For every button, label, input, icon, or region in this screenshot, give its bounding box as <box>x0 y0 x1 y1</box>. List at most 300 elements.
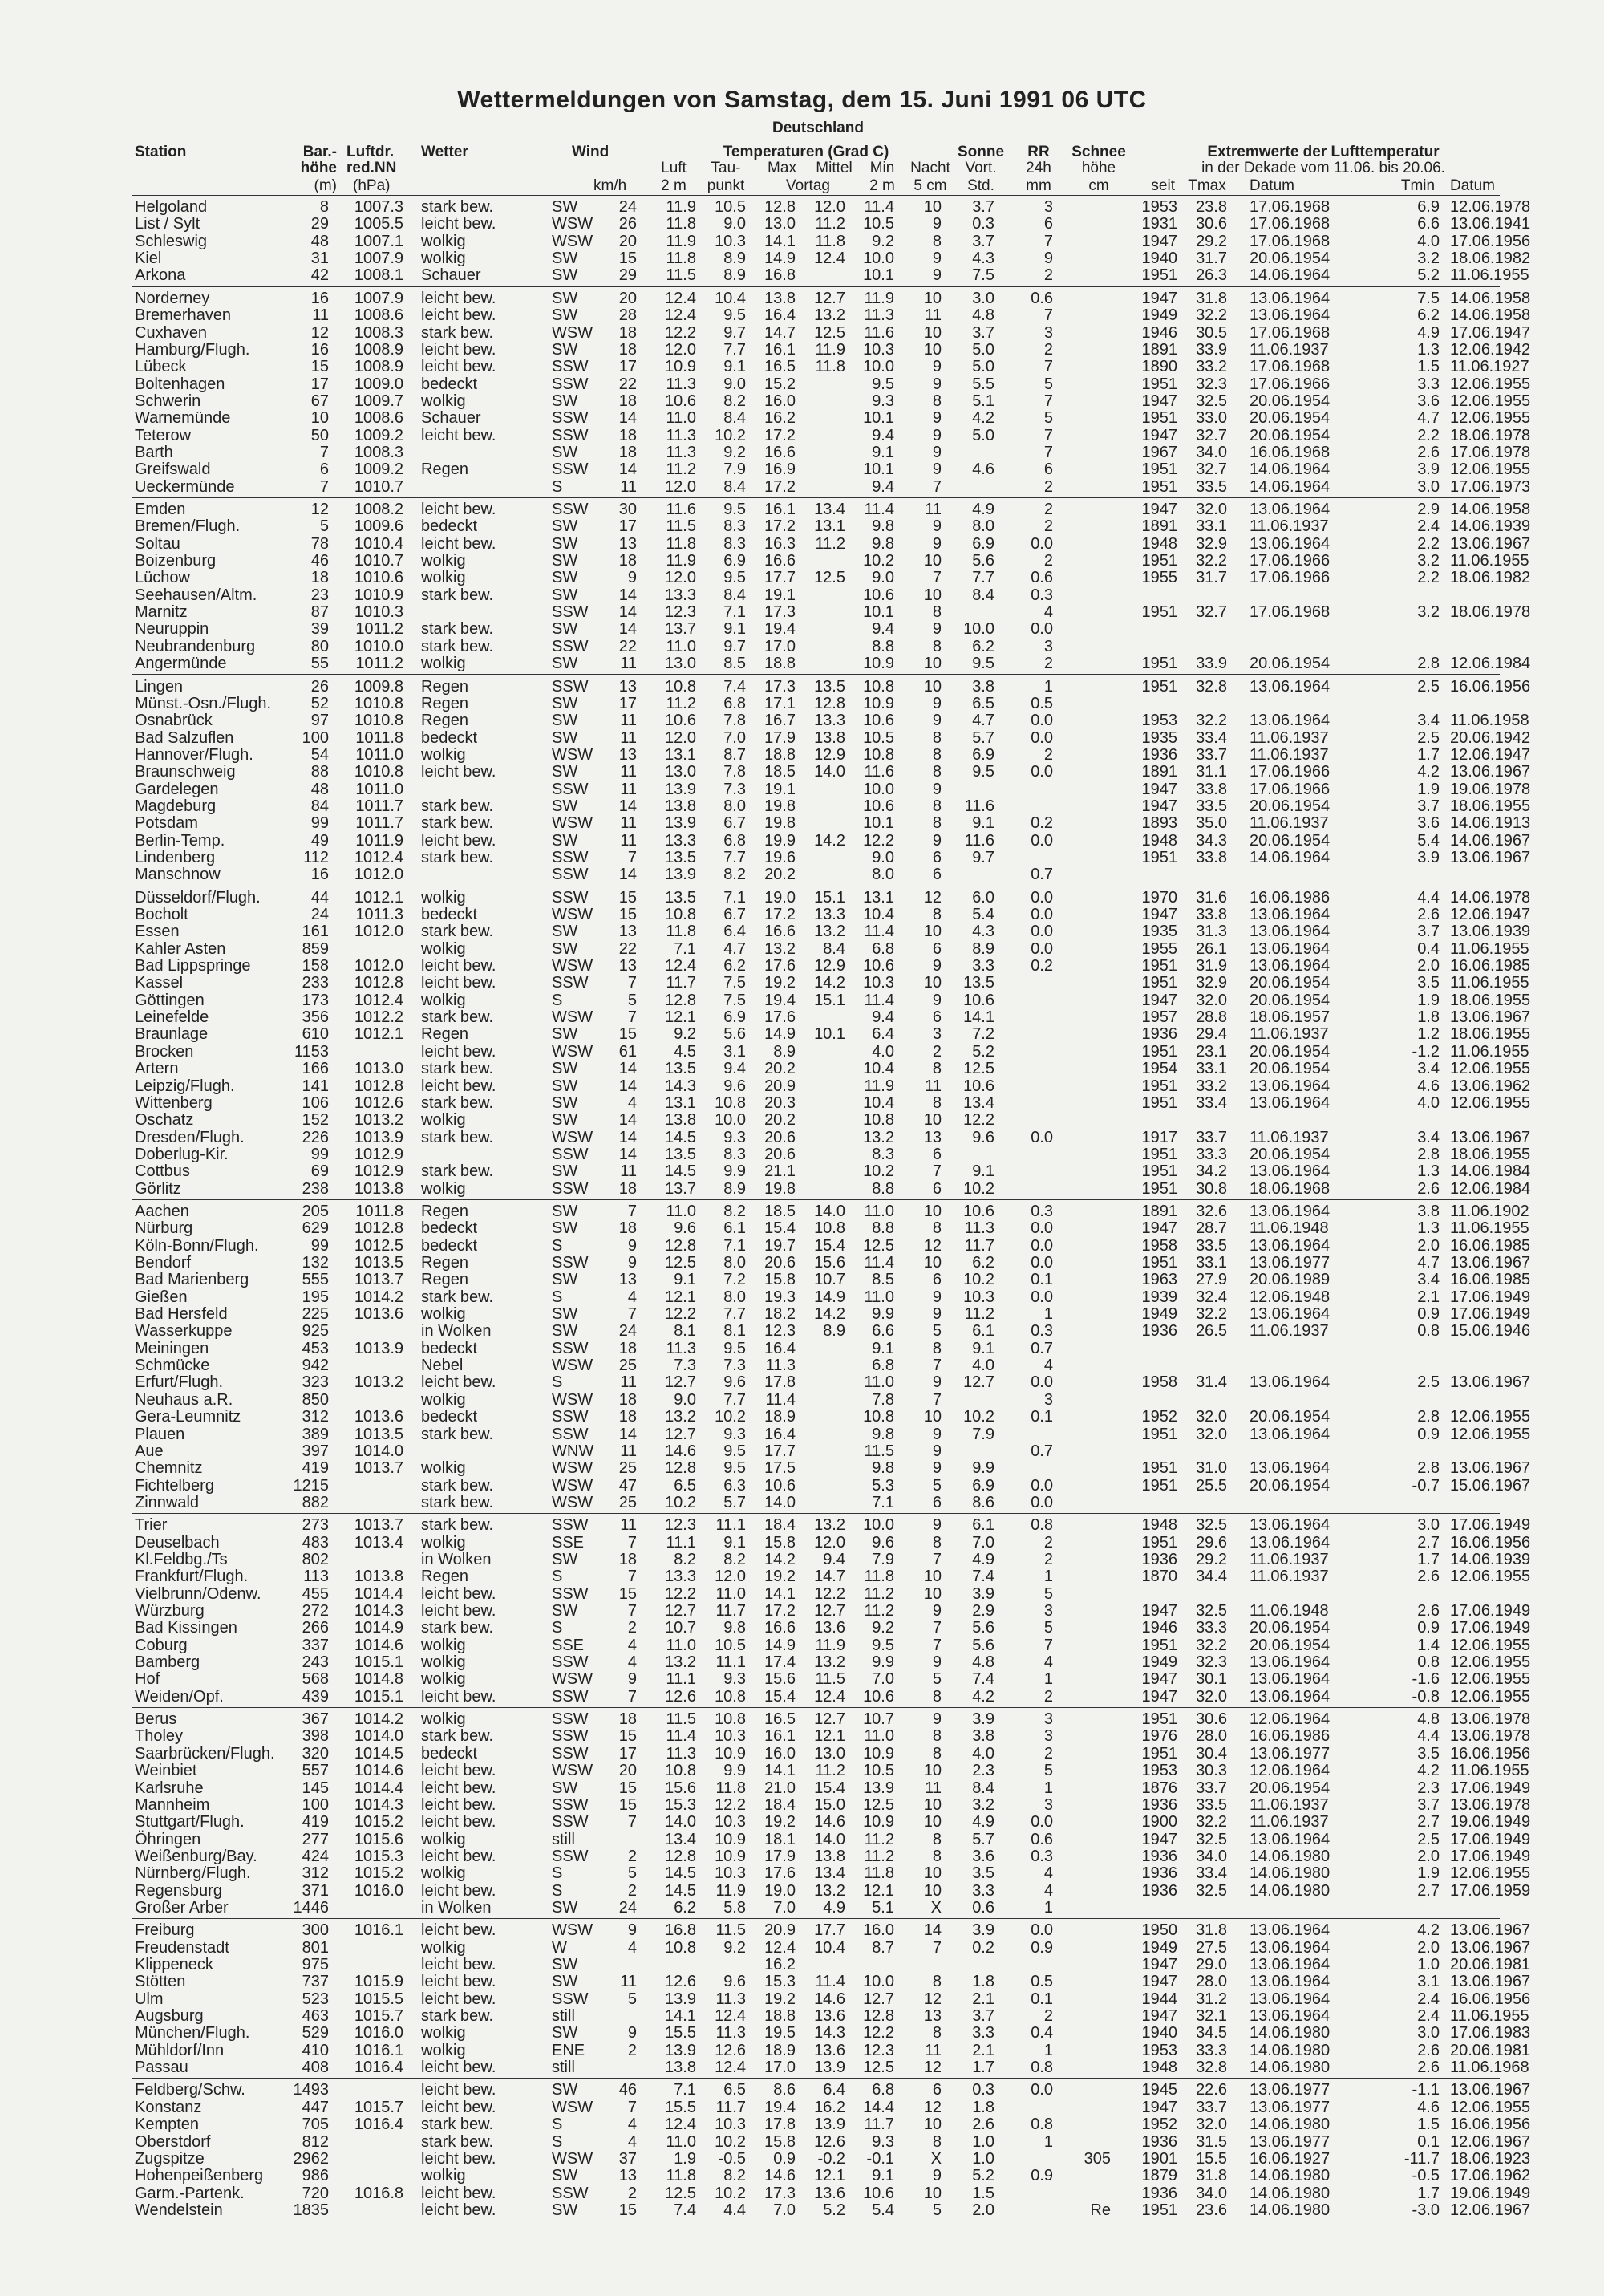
cell-wspd: 13 <box>618 2167 637 2185</box>
cell-tmindatum: 14.06.1958 <box>1450 289 1531 307</box>
cell-hoehe: 8 <box>319 198 329 216</box>
cell-tmin: -0.7 <box>1412 1476 1440 1495</box>
cell-luft: 12.2 <box>665 1584 696 1603</box>
cell-mittel: 11.9 <box>815 1636 845 1654</box>
cell-station: Nürburg <box>135 1219 193 1238</box>
cell-min: 10.8 <box>863 1408 894 1426</box>
cell-tmaxdatum: 13.06.1964 <box>1250 1830 1331 1848</box>
cell-min: 11.6 <box>864 323 894 342</box>
cell-tmin: 1.3 <box>1417 1219 1440 1238</box>
cell-rr: 2 <box>1043 517 1053 536</box>
cell-luft: 11.0 <box>666 2132 696 2151</box>
cell-tmaxdatum: 20.06.1954 <box>1250 797 1331 815</box>
cell-station: Gardelegen <box>135 780 219 798</box>
cell-mittel: 14.6 <box>814 1990 845 2008</box>
cell-wetter: leicht bew. <box>421 215 496 233</box>
cell-max: 17.2 <box>764 477 796 496</box>
cell-station: Stuttgart/Flugh. <box>135 1813 245 1832</box>
cell-wspd: 11 <box>620 712 637 730</box>
cell-seit: 1947 <box>1141 797 1177 815</box>
cell-min: 10.5 <box>863 728 894 747</box>
cell-station: Mannheim <box>135 1795 210 1814</box>
cell-sonne: 4.9 <box>972 1550 994 1568</box>
cell-tmaxdatum: 13.06.1964 <box>1250 923 1331 941</box>
cell-sonne: 5.0 <box>972 340 994 359</box>
cell-nacht: 6 <box>932 1493 942 1511</box>
cell-wspd: 9 <box>627 2024 637 2042</box>
cell-tmindatum: 12.06.1955 <box>1450 375 1531 393</box>
cell-tmindatum: 19.06.1949 <box>1450 2184 1531 2202</box>
cell-luft: 11.4 <box>666 1727 696 1746</box>
cell-tmin: 2.4 <box>1417 1990 1440 2008</box>
cell-wetter: leicht bew. <box>421 358 496 376</box>
cell-wetter: bedeckt <box>421 1236 478 1255</box>
cell-wetter: leicht bew. <box>421 340 496 359</box>
cell-seit: 1951 <box>1141 266 1177 285</box>
cell-druck: 1013.7 <box>354 1516 403 1535</box>
cell-tau: 9.3 <box>723 1128 746 1146</box>
cell-station: Seehausen/Altm. <box>135 586 257 604</box>
cell-hoehe: 850 <box>302 1390 329 1409</box>
cell-tmaxdatum: 11.06.1948 <box>1250 1602 1329 1620</box>
cell-tau: 8.9 <box>723 1179 746 1198</box>
cell-station: Neuhaus a.R. <box>135 1390 233 1409</box>
cell-min: 8.7 <box>872 1938 894 1957</box>
cell-wetter: leicht bew. <box>421 2184 496 2202</box>
cell-wetter: stark bew. <box>421 1493 494 1511</box>
cell-tmaxdatum: 13.06.1964 <box>1250 1973 1331 1991</box>
cell-luft: 13.9 <box>665 814 696 833</box>
cell-max: 19.0 <box>764 888 796 907</box>
cell-wetter: leicht bew. <box>421 1584 496 1603</box>
cell-tmaxdatum: 13.06.1964 <box>1250 289 1331 307</box>
cell-luft: 4.5 <box>674 1042 696 1061</box>
cell-hoehe: 88 <box>310 763 329 781</box>
cell-luft: 13.4 <box>665 1830 696 1848</box>
cell-max: 17.6 <box>764 1008 796 1027</box>
cell-wspd: 15 <box>618 2201 637 2219</box>
cell-druck: 1008.6 <box>354 409 403 428</box>
cell-seit: 1949 <box>1141 1653 1177 1671</box>
cell-tmindatum: 12.06.1942 <box>1450 340 1531 359</box>
cell-wetter: leicht bew. <box>421 974 496 992</box>
cell-tmax: 33.1 <box>1196 1060 1227 1078</box>
cell-tmaxdatum: 13.06.1964 <box>1250 1921 1331 1940</box>
cell-hoehe: 356 <box>302 1008 329 1027</box>
cell-nacht: 9 <box>932 712 942 730</box>
cell-max: 17.6 <box>764 1864 796 1883</box>
cell-wetter: Regen <box>421 1202 468 1220</box>
cell-mittel: 11.2 <box>815 534 845 553</box>
cell-mittel: 10.8 <box>814 1219 845 1238</box>
cell-mittel: 13.6 <box>814 2041 845 2059</box>
cell-seit: 1955 <box>1141 939 1177 958</box>
cell-seit: 1891 <box>1141 1202 1177 1220</box>
cell-sonne: 12.5 <box>963 1060 994 1078</box>
cell-hoehe: 277 <box>302 1830 329 1848</box>
cell-tmaxdatum: 16.06.1927 <box>1250 2149 1331 2168</box>
cell-mittel: 13.3 <box>814 906 845 923</box>
cell-wetter: leicht bew. <box>421 1077 496 1095</box>
cell-wdir: SW <box>552 1025 578 1044</box>
cell-tmin: 4.6 <box>1417 1077 1440 1095</box>
cell-sonne: 4.2 <box>972 1687 994 1706</box>
cell-wdir: SW <box>552 569 578 587</box>
cell-tau: 7.5 <box>723 991 746 1009</box>
cell-sonne: 9.1 <box>972 1339 994 1357</box>
cell-wspd: 18 <box>618 1550 637 1568</box>
cell-wspd: 37 <box>618 2149 637 2168</box>
cell-hoehe: 408 <box>302 2059 329 2077</box>
cell-tmax: 31.7 <box>1196 249 1227 268</box>
cell-tmindatum: 13.06.1967 <box>1450 1128 1531 1146</box>
cell-min: 12.5 <box>863 2059 894 2077</box>
cell-tmax: 33.3 <box>1196 1145 1227 1163</box>
cell-hoehe: 52 <box>310 694 329 712</box>
cell-mittel: 15.4 <box>814 1779 845 1797</box>
cell-luft: 12.0 <box>665 569 696 587</box>
cell-wetter: stark bew. <box>421 923 494 941</box>
cell-wdir: SSW <box>552 1516 589 1535</box>
cell-tmaxdatum: 20.06.1954 <box>1250 1779 1331 1797</box>
cell-tmax: 32.0 <box>1196 501 1227 518</box>
cell-tmax: 28.7 <box>1196 1219 1227 1238</box>
cell-min: 10.1 <box>863 409 894 428</box>
cell-rr: 0.0 <box>1031 763 1053 781</box>
table-row <box>0 2042 1604 2060</box>
cell-wdir: SW <box>552 763 578 781</box>
cell-nacht: 10 <box>923 1254 942 1272</box>
cell-rr: 3 <box>1043 1710 1053 1729</box>
cell-wdir: SSW <box>552 1813 589 1832</box>
cell-luft: 10.8 <box>665 1938 696 1957</box>
cell-station: Emden <box>135 501 186 518</box>
cell-seit: 1947 <box>1141 289 1177 307</box>
cell-tmin: 3.6 <box>1417 391 1440 410</box>
cell-max: 19.1 <box>764 780 796 798</box>
cell-druck: 1012.2 <box>354 1008 403 1027</box>
cell-tmindatum: 13.06.1967 <box>1450 1254 1531 1272</box>
cell-tmindatum: 12.06.1955 <box>1450 391 1531 410</box>
cell-rr: 0.0 <box>1031 831 1053 850</box>
cell-nacht: 10 <box>923 1864 942 1883</box>
cell-seit: 1948 <box>1141 1516 1177 1535</box>
cell-tmin: 1.7 <box>1417 745 1440 764</box>
cell-seit: 1953 <box>1141 1762 1177 1780</box>
cell-max: 17.3 <box>764 2184 796 2202</box>
cell-station: Tholey <box>135 1727 184 1746</box>
cell-sonne: 7.4 <box>972 1568 994 1586</box>
cell-min: 7.1 <box>872 1493 894 1511</box>
cell-mittel: 9.4 <box>823 1550 845 1568</box>
cell-rr: 0.7 <box>1031 866 1053 884</box>
table-row <box>0 1044 1604 1061</box>
cell-wdir: SW <box>552 1550 578 1568</box>
cell-luft: 11.1 <box>666 1533 696 1552</box>
cell-max: 20.6 <box>764 1145 796 1163</box>
table-row <box>0 1900 1604 1917</box>
cell-wspd: 5 <box>627 1990 637 2008</box>
cell-sonne: 8.9 <box>972 939 994 958</box>
cell-tau: 9.8 <box>723 1619 746 1637</box>
cell-wspd: 5 <box>627 1864 637 1883</box>
cell-tmin: 3.0 <box>1417 477 1440 496</box>
cell-station: Karlsruhe <box>135 1779 204 1797</box>
cell-luft: 12.4 <box>665 289 696 307</box>
cell-wspd: 20 <box>618 1762 637 1780</box>
cell-tmindatum: 13.06.1967 <box>1450 763 1531 781</box>
cell-tmax: 34.0 <box>1196 2184 1227 2202</box>
header-temperatures: Temperaturen (Grad C) <box>723 144 889 160</box>
cell-tau: 6.7 <box>723 814 746 833</box>
cell-tmindatum: 17.06.1947 <box>1450 323 1531 342</box>
cell-rr: 0.8 <box>1031 1516 1053 1535</box>
cell-sonne: 5.5 <box>972 375 994 393</box>
cell-seit: 1945 <box>1141 2081 1177 2099</box>
cell-luft: 11.9 <box>666 232 696 250</box>
cell-rr: 0.3 <box>1031 1202 1053 1220</box>
cell-min: 13.1 <box>863 888 894 907</box>
cell-tmax: 32.3 <box>1196 1653 1227 1671</box>
cell-tau: 11.3 <box>715 2024 746 2042</box>
cell-seit: 1952 <box>1141 1408 1177 1426</box>
cell-hoehe: 173 <box>302 991 329 1009</box>
cell-max: 16.6 <box>764 552 796 570</box>
cell-wetter: stark bew. <box>421 1162 494 1181</box>
cell-luft: 11.6 <box>666 501 696 518</box>
cell-wdir: SSW <box>552 1339 589 1357</box>
cell-max: 18.9 <box>764 1408 796 1426</box>
cell-mittel: 13.2 <box>814 923 845 941</box>
cell-min: 5.1 <box>872 1898 894 1917</box>
cell-tmax: 32.0 <box>1196 991 1227 1009</box>
header-dekade: in der Dekade vom 11.06. bis 20.06. <box>1201 160 1445 176</box>
cell-druck: 1013.2 <box>354 1111 403 1130</box>
cell-min: 12.1 <box>863 1881 894 1900</box>
cell-druck: 1008.2 <box>354 501 403 518</box>
cell-nacht: 7 <box>932 1162 942 1181</box>
table-row <box>0 992 1604 1010</box>
cell-seit: 1936 <box>1141 1025 1177 1044</box>
cell-min: 7.8 <box>872 1390 894 1409</box>
cell-nacht: 8 <box>932 1060 942 1078</box>
cell-hoehe: 455 <box>302 1584 329 1603</box>
cell-hoehe: 555 <box>302 1271 329 1289</box>
cell-seit: 1936 <box>1141 1864 1177 1883</box>
cell-wdir: WSW <box>552 323 593 342</box>
cell-mittel: 12.9 <box>814 957 845 976</box>
cell-seit: 1947 <box>1141 426 1177 444</box>
cell-druck: 1015.1 <box>354 1653 403 1671</box>
cell-rr: 5 <box>1043 1584 1053 1603</box>
cell-station: Bremerhaven <box>135 306 232 325</box>
cell-luft: 12.5 <box>665 2184 696 2202</box>
cell-wdir: SW <box>552 831 578 850</box>
cell-nacht: 8 <box>932 797 942 815</box>
cell-tmaxdatum: 13.06.1964 <box>1250 1202 1331 1220</box>
table-row <box>0 1130 1604 1147</box>
cell-max: 14.7 <box>764 323 796 342</box>
cell-rr: 3 <box>1043 323 1053 342</box>
cell-tmaxdatum: 14.06.1980 <box>1250 1881 1331 1900</box>
cell-nacht: 8 <box>932 763 942 781</box>
cell-wspd: 14 <box>618 586 637 604</box>
cell-hoehe: 610 <box>302 1025 329 1044</box>
header-sonne-3: Std. <box>967 177 994 194</box>
cell-max: 18.4 <box>764 1795 796 1814</box>
cell-station: Barth <box>135 443 173 461</box>
cell-wdir: SW <box>552 1060 578 1078</box>
cell-tau: 6.4 <box>723 923 746 941</box>
cell-tmaxdatum: 11.06.1937 <box>1250 1795 1329 1814</box>
cell-min: 12.2 <box>863 831 894 850</box>
cell-rr: 2 <box>1043 501 1053 518</box>
cell-wspd: 14 <box>618 620 637 639</box>
cell-luft: 13.0 <box>665 655 696 673</box>
table-row <box>0 781 1604 799</box>
cell-luft: 6.5 <box>674 1476 696 1495</box>
cell-druck: 1012.8 <box>354 1219 403 1238</box>
cell-wetter: wolkig <box>421 1533 466 1552</box>
cell-max: 18.8 <box>764 2007 796 2025</box>
cell-hoehe: 16 <box>310 289 329 307</box>
cell-seit: 1947 <box>1141 1687 1177 1706</box>
cell-sonne: 0.6 <box>972 1898 994 1917</box>
cell-wdir: WSW <box>552 814 593 833</box>
cell-tau: 8.0 <box>723 797 746 815</box>
cell-tmaxdatum: 11.06.1937 <box>1250 1813 1329 1832</box>
cell-wetter: wolkig <box>421 991 466 1009</box>
cell-min: 9.4 <box>872 477 894 496</box>
cell-rr: 4 <box>1043 1653 1053 1671</box>
cell-station: Cottbus <box>135 1162 190 1181</box>
cell-wspd: 2 <box>627 1847 637 1865</box>
cell-tmindatum: 17.06.1949 <box>1450 1516 1531 1535</box>
cell-tmax: 32.8 <box>1196 2059 1227 2077</box>
cell-wdir: SW <box>552 797 578 815</box>
cell-tau: 9.2 <box>723 443 746 461</box>
cell-druck: 1007.9 <box>354 289 403 307</box>
cell-max: 16.3 <box>764 534 796 553</box>
cell-luft: 12.0 <box>665 340 696 359</box>
cell-sonne: 3.6 <box>972 1847 994 1865</box>
cell-hoehe: 26 <box>310 677 329 696</box>
cell-hoehe: 87 <box>310 603 329 622</box>
cell-wspd: 9 <box>627 569 637 587</box>
cell-station: Ueckermünde <box>135 477 235 496</box>
cell-tmindatum: 12.06.1955 <box>1450 1568 1531 1586</box>
cell-wspd: 4 <box>627 2132 637 2151</box>
cell-mittel: 8.9 <box>823 1322 845 1341</box>
cell-tmaxdatum: 13.06.1964 <box>1250 1687 1331 1706</box>
cell-rr: 1 <box>1043 1779 1053 1797</box>
cell-wetter: in Wolken <box>421 1322 492 1341</box>
cell-wdir: SSW <box>552 974 589 992</box>
cell-tmindatum: 12.06.1955 <box>1450 1864 1531 1883</box>
cell-wetter: bedeckt <box>421 1339 478 1357</box>
header-luft-unit: 2 m <box>661 177 687 194</box>
cell-max: 16.0 <box>764 1744 796 1763</box>
cell-wspd: 13 <box>618 1271 637 1289</box>
cell-nacht: X <box>930 1898 942 1917</box>
cell-nacht: 10 <box>923 552 942 570</box>
cell-tmax: 32.2 <box>1196 712 1227 730</box>
cell-max: 16.1 <box>764 501 796 518</box>
cell-tmax: 33.7 <box>1196 1128 1227 1146</box>
cell-wspd: 7 <box>627 1602 637 1620</box>
cell-min: 10.8 <box>863 677 894 696</box>
cell-nacht: 9 <box>932 409 942 428</box>
cell-tmin: 1.8 <box>1417 1008 1440 1027</box>
cell-station: Göttingen <box>135 991 205 1009</box>
cell-luft: 11.9 <box>666 198 696 216</box>
cell-tmax: 33.8 <box>1196 849 1227 866</box>
cell-nacht: 10 <box>923 974 942 992</box>
cell-hoehe: 166 <box>302 1060 329 1078</box>
cell-luft: 12.6 <box>665 1687 696 1706</box>
cell-hoehe: 925 <box>302 1322 329 1341</box>
cell-seit: 1963 <box>1141 1271 1177 1289</box>
cell-tmaxdatum: 20.06.1954 <box>1250 991 1331 1009</box>
cell-tmin: 2.7 <box>1417 1533 1440 1552</box>
cell-sonne: 4.0 <box>972 1357 994 1375</box>
cell-mittel: 12.4 <box>814 249 845 268</box>
cell-mittel: 11.8 <box>815 232 845 250</box>
cell-tmindatum: 14.06.1958 <box>1450 306 1531 325</box>
cell-luft: 12.3 <box>665 1516 696 1535</box>
cell-tmindatum: 15.06.1946 <box>1450 1322 1531 1341</box>
cell-seit: 1947 <box>1141 232 1177 250</box>
cell-mittel: 4.9 <box>823 1898 845 1917</box>
cell-tau: 8.0 <box>723 1288 746 1306</box>
cell-seit: 1949 <box>1141 1938 1177 1957</box>
cell-seit: 1951 <box>1141 655 1177 673</box>
cell-hoehe: 17 <box>310 375 329 393</box>
cell-wdir: WSW <box>552 1357 593 1375</box>
cell-wetter: stark bew. <box>421 1619 494 1637</box>
cell-wdir: WSW <box>552 1762 593 1780</box>
cell-wspd: 29 <box>618 266 637 285</box>
cell-mittel: 15.1 <box>814 991 845 1009</box>
cell-tmindatum: 13.06.1967 <box>1450 1973 1531 1991</box>
cell-nacht: 9 <box>932 957 942 976</box>
cell-tmaxdatum: 13.06.1964 <box>1250 677 1331 696</box>
cell-druck: 1014.8 <box>354 1670 403 1689</box>
cell-druck: 1013.7 <box>354 1271 403 1289</box>
cell-max: 20.6 <box>764 1254 796 1272</box>
cell-hoehe: 801 <box>302 1938 329 1957</box>
cell-min: 11.5 <box>864 1442 894 1460</box>
cell-tmin: 4.4 <box>1417 888 1440 907</box>
cell-tmindatum: 11.06.1955 <box>1450 2007 1529 2025</box>
cell-hoehe: 31 <box>310 249 329 268</box>
cell-rr: 0.0 <box>1031 1288 1053 1306</box>
cell-mittel: 12.7 <box>814 289 845 307</box>
cell-sonne: 6.2 <box>972 1254 994 1272</box>
cell-tmindatum: 12.06.1955 <box>1450 460 1531 479</box>
cell-tmin: 3.7 <box>1417 1795 1440 1814</box>
cell-wspd: 13 <box>618 534 637 553</box>
cell-station: Weißenburg/Bay. <box>135 1847 257 1865</box>
cell-max: 17.4 <box>764 1653 796 1671</box>
cell-seit: 1947 <box>1141 780 1177 798</box>
cell-hoehe: 483 <box>302 1533 329 1552</box>
table-row <box>0 325 1604 343</box>
cell-wspd: 7 <box>627 1533 637 1552</box>
cell-tmin: 2.0 <box>1417 1236 1440 1255</box>
cell-sonne: 10.6 <box>963 991 994 1009</box>
cell-rr: 0.6 <box>1031 289 1053 307</box>
